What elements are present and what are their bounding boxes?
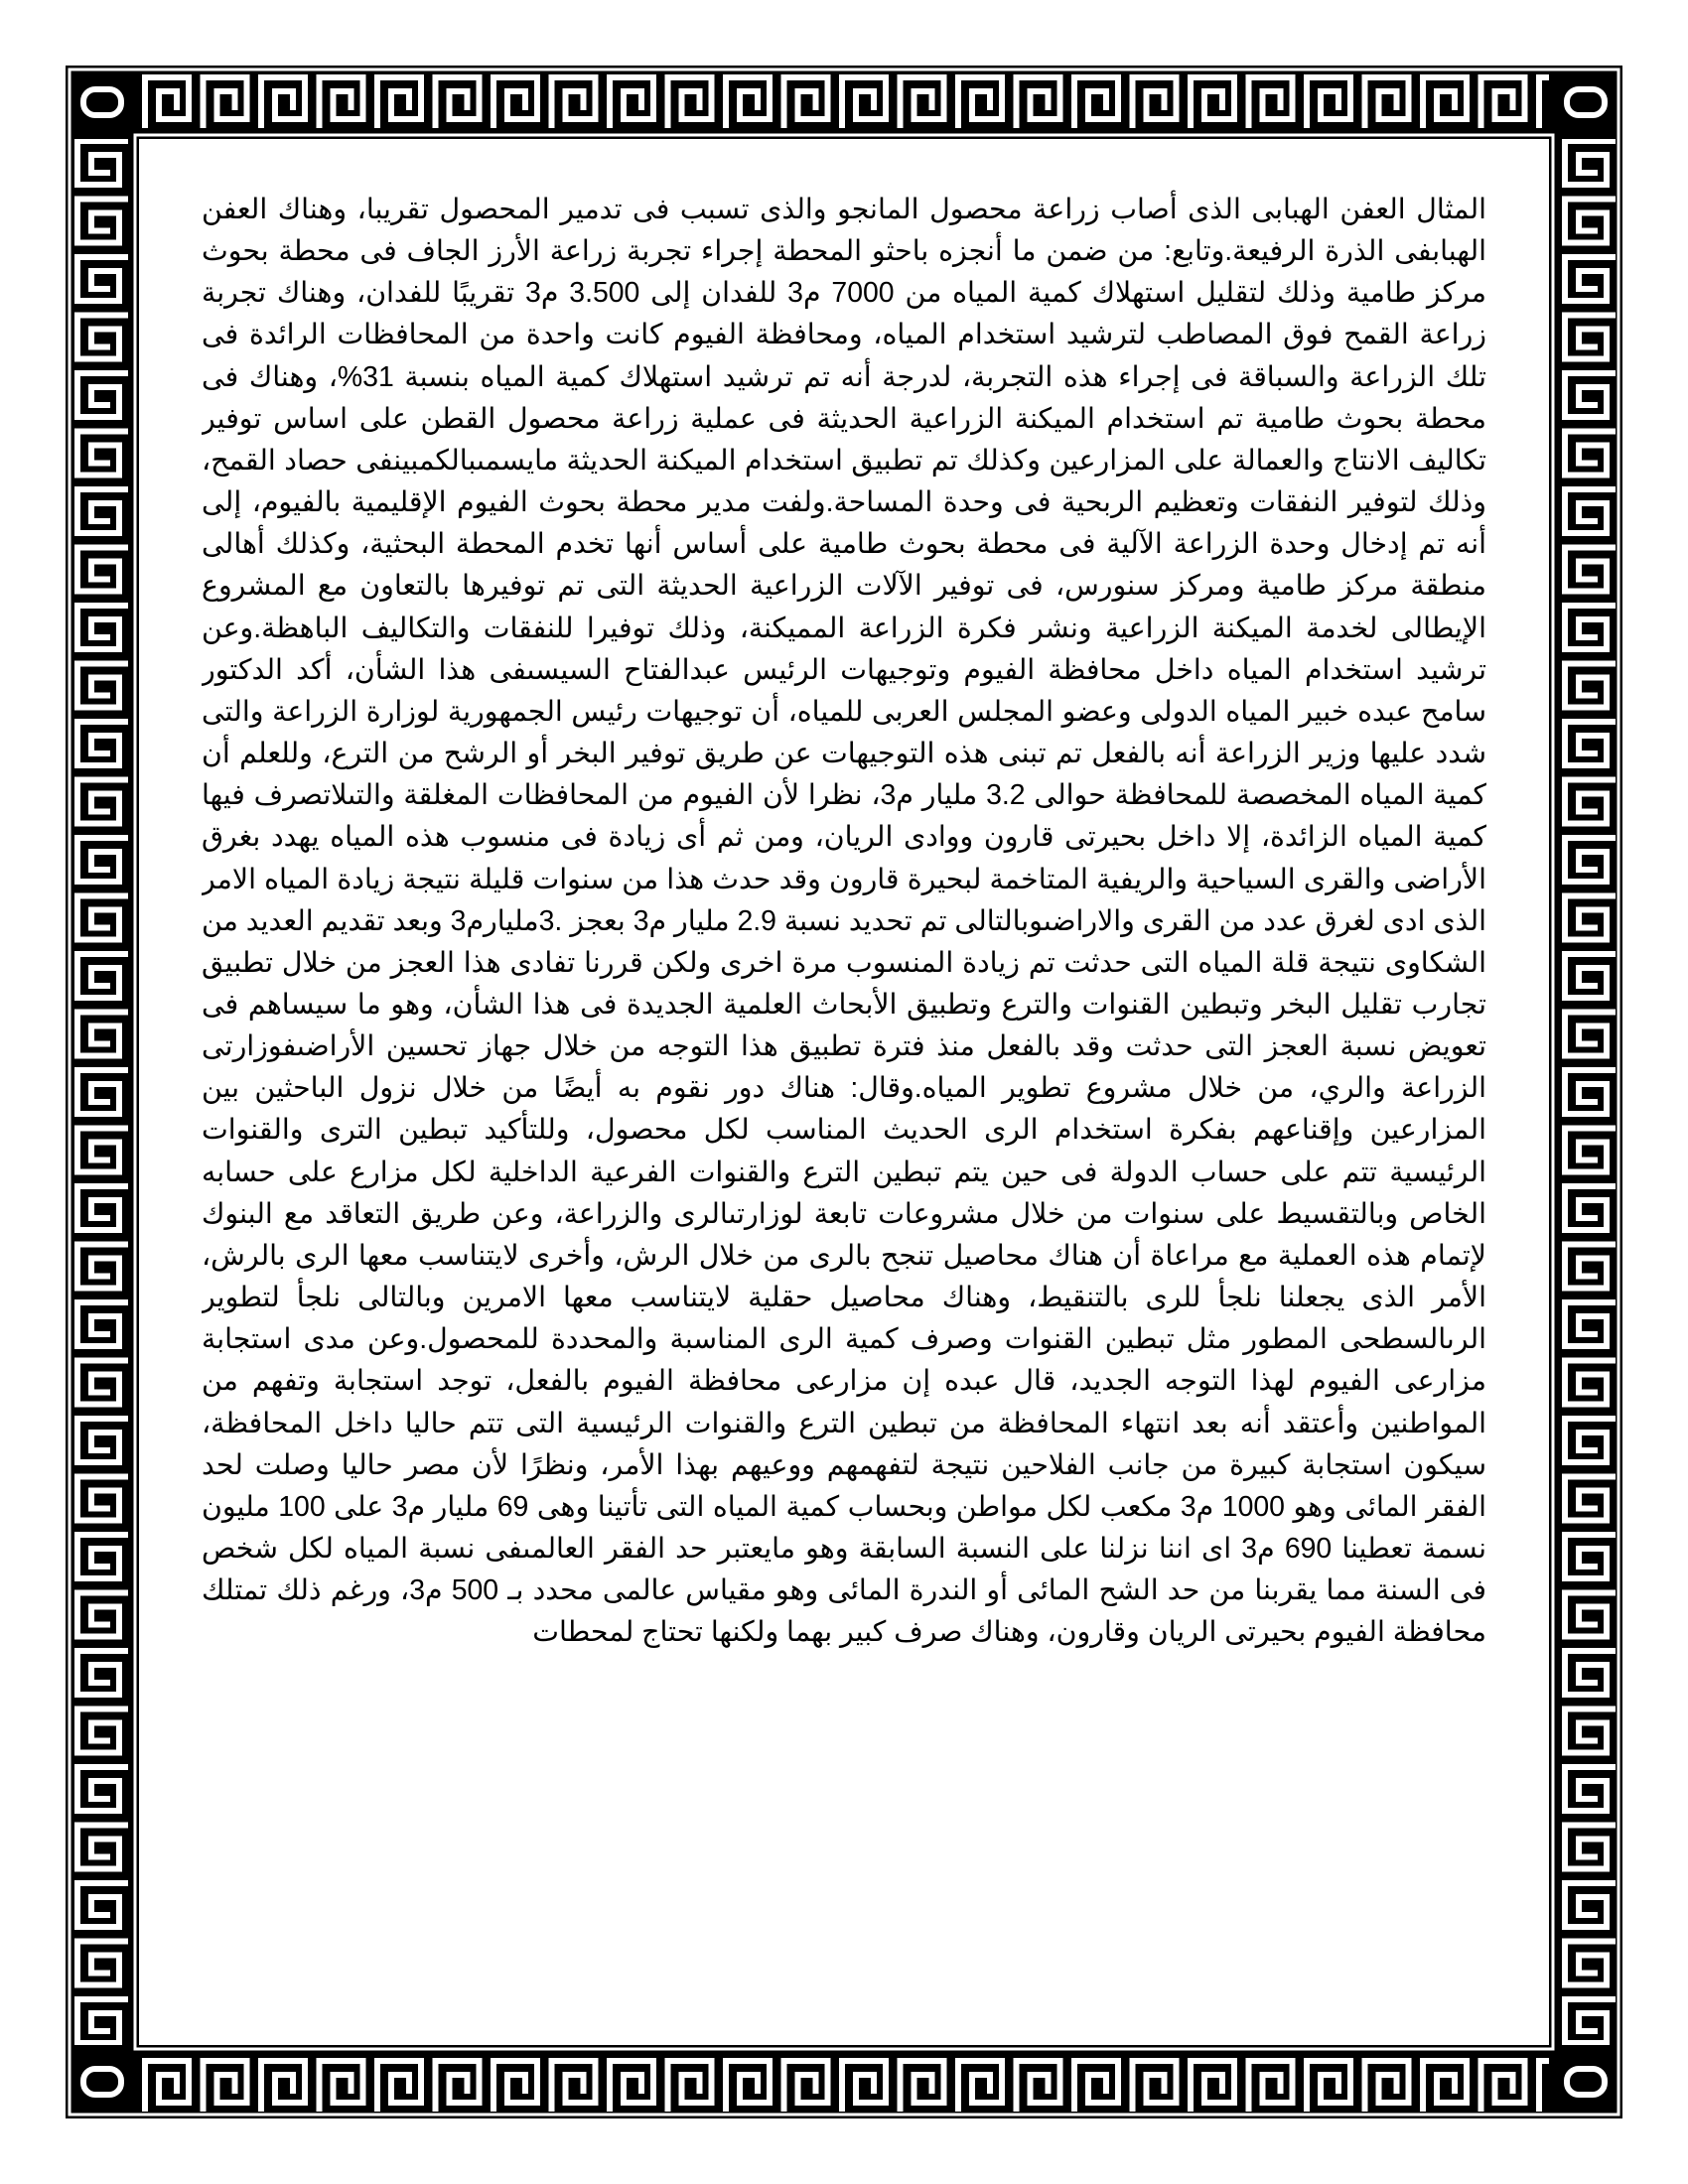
corner-ornament-bottom-right <box>1555 2051 1617 2113</box>
article-paragraph: المثال العفن الهبابى الذى أصاب زراعة محصول المانجو والذى تسبب فى تدمير المحصول تقريبا، وهناك العفن الهبابفى الذرة الرفيعة.وتابع: من ضمن ما أنجزه باحثو المحطة إجراء تجربة زراعة الأرز الجاف فى محطة بحوث مركز طامية وذلك لتقليل استهلاك كمية المياه من 7000 م3 للفدان إلى 3.500 م3 تقريبًا للفدان، وهناك تجربة زراعة القمح فوق المصاطب لترشيد استخدام المياه، ومحافظة الفيوم كانت واحدة من المحافظات الرائدة فى تلك الزراعة والسباقة فى إجراء هذه التجربة، لدرجة أنه تم ترشيد استهلاك كمية المياه بنسبة 31%، وهناك فى محطة بحوث طامية تم استخدام الميكنة الزراعية الحديثة فى عملية زراعة محصول القطن على اساس توفير تكاليف الانتاج والعمالة على المزارعين وكذلك تم تطبيق استخدام الميكنة الحديثة مايسمىبالكمبينفى حصاد القمح، وذلك لتوفير النفقات وتعظيم الربحية فى وحدة المساحة.ولفت مدير محطة بحوث الفيوم الإقليمية بالفيوم، إلى أنه تم إدخال وحدة الزراعة الآلية فى محطة بحوث طامية على أساس أنها تخدم المحطة البحثية، وكذلك أهالى منطقة مركز طامية ومركز سنورس، فى توفير الآلات الزراعية الحديثة التى تم توفيرها بالتعاون مع المشروع الإيطالى لخدمة الميكنة الزراعية ونشر فكرة الزراعة المميكنة، وذلك توفيرا للنفقات والتكاليف الباهظة.وعن ترشيد استخدام المياه داخل محافظة الفيوم وتوجيهات الرئيس عبدالفتاح السيسىفى هذا الشأن، أكد الدكتور سامح عبده خبير المياه الدولى وعضو المجلس العربى للمياه، أن توجيهات رئيس الجمهورية لوزارة الزراعة والتى شدد عليها وزير الزراعة أنه بالفعل تم تبنى هذه التوجيهات عن طريق توفير البخر أو الرشح من الترع، وللعلم أن كمية المياه المخصصة للمحافظة حوالى 3.2 مليار م3، نظرا لأن الفيوم من المحافظات المغلقة والتىلاتصرف فيها كمية المياه الزائدة، إلا داخل بحيرتى قارون ووادى الريان، ومن ثم أى زيادة فى منسوب هذه المياه يهدد بغرق الأراضى والقرى السياحية والريفية المتاخمة لبحيرة قارون وقد حدث هذا من سنوات قليلة نتيجة زيادة المياه الامر الذى ادى لغرق عدد من القرى والاراضىوبالتالى تم تحديد نسبة 2.9 مليار م3 بعجز .3مليارم3 وبعد تقديم العديد من الشكاوى نتيجة قلة المياه التى حدثت تم زيادة المنسوب مرة اخرى ولكن قررنا تفادى هذا العجز من خلال تطبيق تجارب تقليل البخر وتبطين القنوات والترع وتطبيق الأبحاث العلمية الجديدة فى هذا الشأن، وهو ما سيساهم فى تعويض نسبة العجز التى حدثت وقد بالفعل منذ فترة تطبيق هذا التوجه من خلال جهاز تحسين الأراضىفوزارتى الزراعة والري، من خلال مشروع تطوير المياه.وقال: هناك دور نقوم به أيضًا من خلال نزول الباحثين بين المزارعين وإقناعهم بفكرة استخدام الرى الحديث المناسب لكل محصول، وللتأكيد تبطين الترى والقنوات الرئيسية تتم على حساب الدولة فى حين يتم تبطين الترع والقنوات الفرعية الداخلية لكل مزارع على حسابه الخاص وبالتقسيط على سنوات من خلال مشروعات تابعة لوزارتىالرى والزراعة، وعن طريق التعاقد مع البنوك لإتمام هذه العملية مع مراعاة أن هناك محاصيل تنجح بالرى من خلال الرش، وأخرى لايتناسب معها الرى بالرش، الأمر الذى يجعلنا نلجأ للرى بالتنقيط، وهناك محاصيل حقلية لايتناسب معها الامرين وبالتالى نلجأ لتطوير الرىالسطحى المطور مثل تبطين القنوات وصرف كمية الرى المناسبة والمحددة للمحصول.وعن مدى استجابة مزارعى الفيوم لهذا التوجه الجديد، قال عبده إن مزارعى محافظة الفيوم بالفعل، توجد استجابة وتفهم من المواطنين وأعتقد أنه بعد انتهاء المحافظة من تبطين الترع والقنوات الرئيسية التى تتم حاليا داخل المحافظة، سيكون استجابة كبيرة من جانب الفلاحين نتيجة لتفهمهم ووعيهم بهذا الأمر، ونظرًا لأن مصر حاليا وصلت لحد الفقر المائى وهو 1000 م3 مكعب لكل مواطن وبحساب كمية المياه التى تأتينا وهى 69 مليار م3 على 100 مليون نسمة تعطينا 690 م3 اى اننا نزلنا على النسبة السابقة وهو مايعتبر حد الفقر العالمىفى نسبة المياه لكل شخص فى السنة مما يقربنا من حد الشح المائى أو الندرة المائى وهو مقياس عالمى محدد بـ 500 م3، ورغم ذلك تمتلك محافظة الفيوم بحيرتى الريان وقارون، وهناك صرف كبير بهما ولكنها تحتاج لمحطات <box>202 194 1486 1649</box>
article-body <box>202 189 1486 2010</box>
corner-ornament-top-left <box>71 71 133 133</box>
corner-ornament-top-right <box>1555 71 1617 133</box>
corner-ornament-bottom-left <box>71 2051 133 2113</box>
